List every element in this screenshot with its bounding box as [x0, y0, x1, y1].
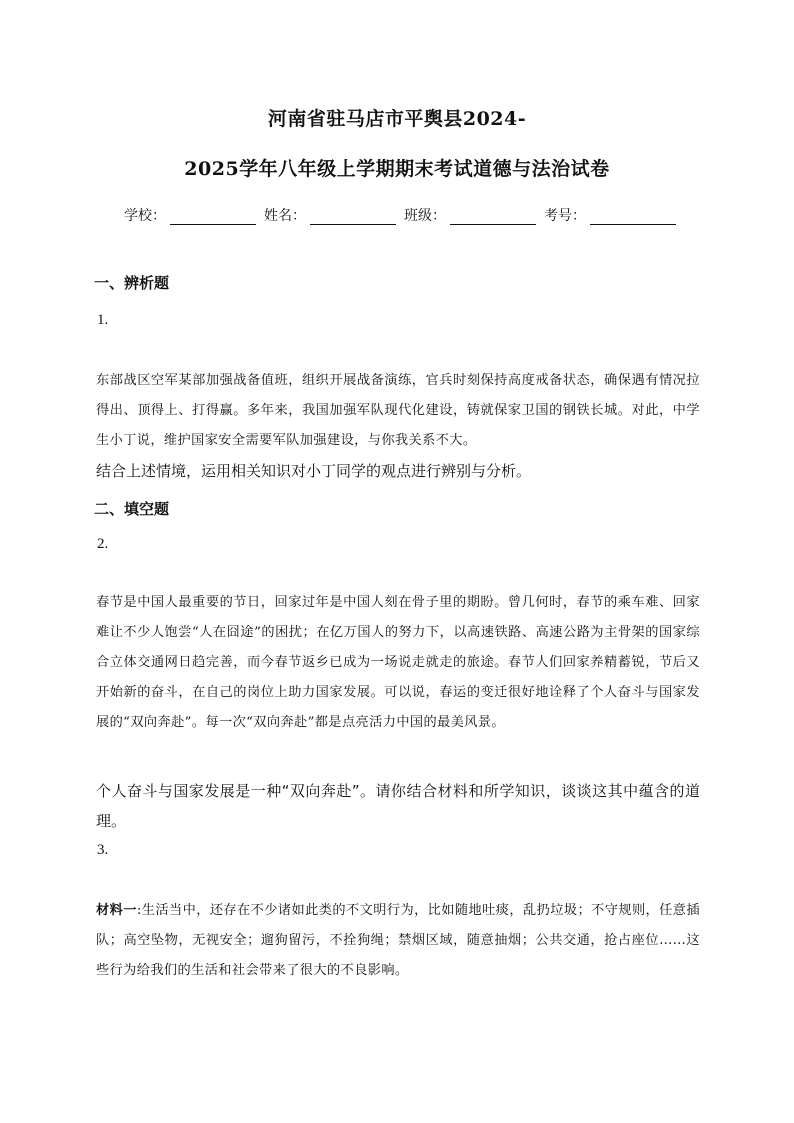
question-1-material: 东部战区空军某部加强战备值班，组织开展战备演练，官兵时刻保持高度戒备状态，确保遇有情况拉得出、顶得上、打得赢。多年来，我国加强军队现代化建设，铸就保家卫国的钢铁长城。对此，中学生小丁说，维护国家安全需要军队加强建设，与你我关系不大。 — [96, 373, 700, 448]
class-field — [404, 205, 540, 225]
school-field — [124, 205, 260, 225]
question-1-number: 1. — [97, 312, 109, 328]
question-2-number: 2. — [97, 536, 109, 552]
name-label: 姓名： — [264, 208, 306, 224]
name-field — [264, 205, 400, 225]
exam-title-line-1: 河南省驻马店市平舆县2024- — [267, 108, 527, 130]
name-blank[interactable] — [310, 210, 396, 225]
number-field — [544, 205, 680, 225]
number-label: 考号： — [544, 208, 586, 224]
material-one-text: :生活当中，还存在不少诸如此类的不文明行为，比如随地吐痰，乱扔垃圾；不守规则，任意插队；高空坠物，无视安全；遛狗留污，不拴狗绳；禁烟区域，随意抽烟；公共交通，抢占座位……这些行为给我们的生活和社会带来了很大的不良影响。 — [96, 903, 700, 978]
section-heading-analysis: 一、辨析题 — [94, 274, 170, 292]
student-info-row — [124, 205, 684, 225]
question-3-number: 3. — [97, 842, 109, 858]
school-blank[interactable] — [170, 210, 256, 225]
question-2-prompt: 个人奋斗与国家发展是一种“双向奔赴”。请你结合材料和所学知识，谈谈这其中蕴含的道理。 — [96, 782, 700, 830]
question-3-material — [96, 896, 700, 986]
exam-title-line-2: 2025学年八年级上学期期末考试道德与法治试卷 — [184, 158, 610, 180]
question-1-prompt: 结合上述情境，运用相关知识对小丁同学的观点进行辨别与分析。 — [96, 462, 532, 480]
material-one-label: 材料一 — [96, 903, 137, 918]
class-label: 班级： — [404, 208, 446, 224]
school-label: 学校： — [124, 208, 166, 224]
class-blank[interactable] — [450, 210, 536, 225]
section-heading-fill: 二、填空题 — [94, 500, 170, 518]
number-blank[interactable] — [590, 210, 676, 225]
question-2-material: 春节是中国人最重要的节日，回家过年是中国人刻在骨子里的期盼。曾几何时，春节的乘车难、回家难让不少人饱尝“人在囧途”的困扰；在亿万国人的努力下，以高速铁路、高速公路为主骨架的国家综合立体交通网日趋完善，而今春节返乡已成为一场说走就走的旅途。春节人们回家养精蓄锐，节后又开始新的奋斗，在自己的岗位上助力国家发展。可以说，春运的变迁很好地诠释了个人奋斗与国家发展的“双向奔赴”。每一次“双向奔赴”都是点亮活力中国的最美风景。 — [96, 595, 700, 730]
